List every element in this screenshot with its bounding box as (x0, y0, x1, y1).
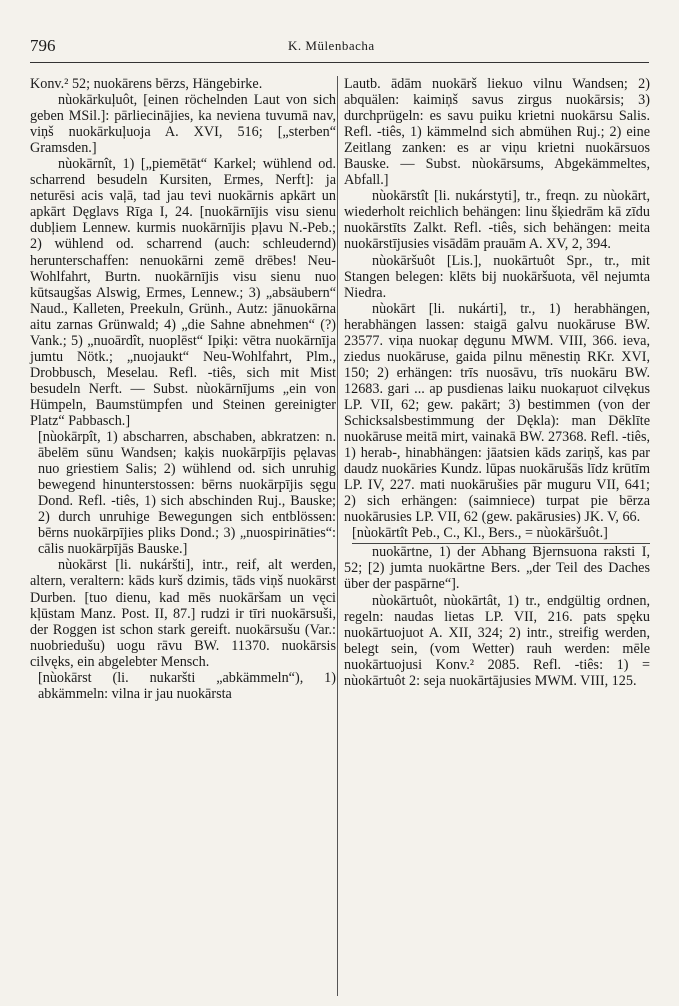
page-header (30, 36, 649, 60)
right-column (344, 76, 650, 689)
dictionary-entry: nùokārt [li. nukárti], tr., 1) herabhängen, herabhängen lassen: staigā galvu nuokāruse BW. 23577. viņa nuokaŗ dęgunu MWM. VIII, 366. ieva, ziedus nuokāruse, gaida pilnu mēnestiņ RKr. XVI, 150; 2) erhängen: trīs nuosāvu, trīs nuokāru BW. 12683. gari ... ap pusdienas laiku nuokaŗuot cilvękus LP. VII, 62; gew. pakārt; 3) bestimmen (von der Schicksalsbestimmung der Dękla): man Dēklīte nuokāruse meitā mirt, vainakā BW. 27368. Refl. -tiês, 1) herab-, hinabhängen: jāatsien kāds zariņš, kas par daudz nuokāries Kundz. lūpas nuokārušās līdz krūtīm LP. IV, 227. mati nuokārušies pār muguru VII, 641; 2) sich erhängen: (saimniece) turpat pie bērza nuokārusies LP. VII, 62 (gew. pakārusies) JK. V, 66. (344, 300, 651, 526)
dictionary-entry: Konv.² 52; nuokārens bērzs, Hängebirke. (30, 76, 263, 92)
dictionary-entry: [nùokārst (li. nukaršti „abkämmeln“), 1) abkämmeln: vilna ir jau nuokārsta (38, 669, 336, 702)
header-rule (30, 62, 649, 63)
dictionary-entry: nùokārkuļuôt, [einen röchelnden Laut von sich geben MSil.]: pārliecinājies, ka neviena tuvumā nav, viņš nuokārkuļuoja A. XVI, 516; [„sterben“ Gramsden.] (30, 92, 336, 157)
dictionary-entry: Lautb. ādām nuokārš liekuo vilnu Wandsen; 2) abquälen: kaimiņš savus zirgus nuokārsis; 3) durchprügeln: es savu puiku krietni nuokārsu Salis. Refl. -tiês, 1) kämmelnd sich abmühen Ruj.; 2) eine Zeitlang zanken: es ar viņu krietni nuokārsuos Bauske. — Subst. nùokārsums, Abgekämmeltes, Abfall.] (344, 76, 650, 189)
dictionary-entry: nùokārtuôt, nùokārtât, 1) tr., endgültig ordnen, regeln: naudas lietas LP. VII, 216. pats spęku nuokārtuojuot A. XII, 324; 2) intr., streifig werden, belegt sein, (vom Wetter) rauh werden: mēle nuokārtuojusi Konv.² 2085. Refl. -tiês: 1) = nùokārtuôt 2: seja nuokārtājusies MWM. VIII, 125. (344, 592, 650, 689)
dictionary-entry: nuokārtne, 1) der Abhang Bjernsuona raksti I, 52; [2) jumta nuokārtne Bers. „der Teil des Daches über der paspārne“]. (344, 544, 650, 593)
dictionary-entry: nùokārst [li. nukáršti], intr., reif, alt werden, altern, veraltern: kāds kurš dzimis, tāds viņš nuokārst Durben. [tuo dienu, kad mēs nuokāršam un vęci kļūstam Manz. Post. II, 87.] rudzi ir tīri nuokārsuši, der Roggen ist schon stark gereift. nuokārsušu (Var.: nuobriedušu) uogu rāvu BW. 11370. nuokārsis cilvęks, ein abgelebter Mensch. (30, 557, 336, 670)
page-number: 796 (30, 36, 56, 55)
dictionary-entry: nùokārnît, 1) [„piemētāt“ Karkel; wühlend od. scharrend besudeln Kursiten, Ermes, Nerft]: ja neturēsi acis vaļā, tad jau tevi nuokārnis apkārt un apkārt Dęglavs Rīga I, 24. [nuokārnījis visu sienu dubļiem Lennew. kurmis nuokārnījis pļavu N.-Peb.; 2) wühlend od. scharrend (auch: schleudernd) herunterschaffen: nenuokārni zemē drēbes! Neu-Wohlfahrt, Burtn. nuokārnījis visu sienu nuo kūtsaugšas Alswig, Ermes, Lennew.; 3) „absäubern“ Naud., Kalleten, Preekuln, Grünh., Autz: jānuokārna aitu zarnas Grünwald; 4) „die Sahne abnehmen“ (?) Vank.; 5) „nuoārdît, nuoplēst“ Ipiķi: vētra nuokārnīja jumtu Nötk.; „nuojaukt“ Neu-Wohlfahrt, Plm., Drobbusch, Meselau. Refl. -tiês, sich mit Mist besudeln Nerft. — Subst. nùokārnījums „ein von Hümpeln, Baumstümpfen und Steinen gereinigter Platz“ Pabbasch.] (30, 156, 336, 429)
dictionary-entry: nùokāršuôt [Lis.], nuokārtuôt Spr., tr., mit Stangen belegen: klēts bij nuokāršuota, vēl nejumta Niedra. (344, 252, 650, 301)
running-title: K. Mülenbacha (288, 38, 375, 53)
dictionary-entry: [nùokārtît Peb., C., Kl., Bers., = nùokāršuôt.] (352, 525, 650, 544)
column-divider (337, 76, 338, 996)
left-column (30, 76, 336, 702)
dictionary-entry: nùokārstît [li. nukárstyti], tr., freqn. zu nùokārt, wiederholt reichlich behängen: linu šķiedrām kā zīdu nuokārstīts Zalkt. Refl. -tiês, sich behängen: meita nuokārstījusies visādām prauām A. XV, 2, 394. (344, 188, 650, 253)
dictionary-entry: [nùokārpît, 1) abscharren, abschaben, abkratzen: n. ābelēm sūnu Wandsen; kaķis nuokārpījis pęlavas nuo griestiem Salis; 2) wühlend od. sich unruhig bewegend hinunterstossen: bērns nuokārpījis sęgu Dond. Refl. -tiês, 1) sich abschinden Ruj., Bauske; 2) durch unruhige Bewegungen sich entblössen: bērns nuokārpījies pliks Dond.; 3) „nuospirināties“: cālis nuokārpījās Bauske.] (38, 429, 336, 558)
